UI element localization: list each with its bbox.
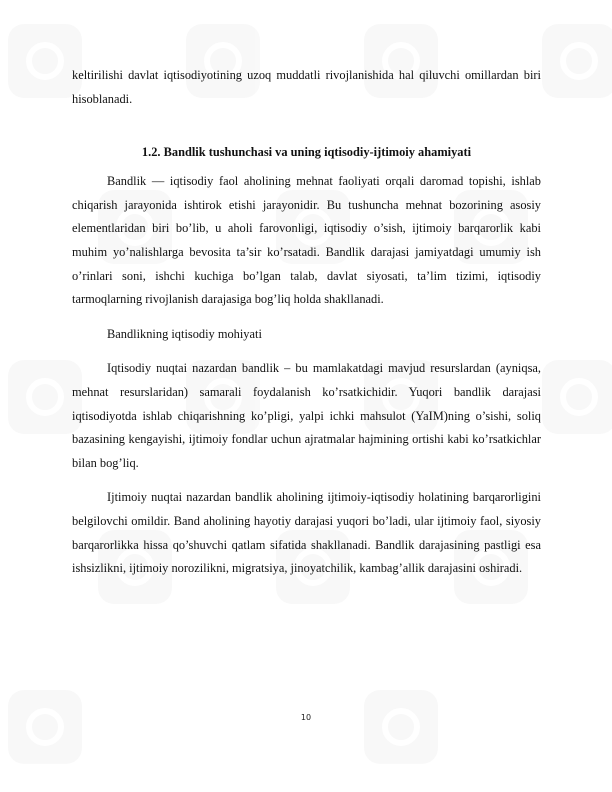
watermark-icon xyxy=(542,360,612,434)
paragraph-subheading: Bandlikning iqtisodiy mohiyati xyxy=(107,326,262,341)
document-page xyxy=(72,64,541,581)
watermark-icon xyxy=(8,360,82,434)
watermark-icon xyxy=(542,24,612,98)
paragraph-definition: Bandlik — iqtisodiy faol aholining mehnat faoliyati orqali daromad topishi, ishlab chiqarish jarayonida ishtirok etishi jarayonidir. Bu tushuncha mehnat bozorining asosiy elementlaridan biri bo’lib, u aholi farovonligi, iqtisodiy o’sish, ijtimoiy barqarorlik kabi muhim yo’nalishlarga bevosita ta’sir ko’rsatadi. Bandlik darajasi jamiyatdagi umumiy ish o’rinlari soni, ishchi kuchiga bo’lgan talab, davlat siyosati, ta’lim tizimi, iqtisodiy tarmoqlarning rivojlanish darajasiga bog’liq holda shakllanadi. xyxy=(72,174,541,307)
watermark-icon xyxy=(8,690,82,764)
section-heading: 1.2. Bandlik tushunchasi va uning iqtisodiy-ijtimoiy ahamiyati xyxy=(141,145,472,160)
page-number: 10 xyxy=(300,713,312,722)
paragraph-social: Ijtimoiy nuqtai nazardan bandlik aholining ijtimoiy-iqtisodiy holatining barqarorligini belgilovchi omildir. Band aholining hayotiy darajasi yuqori bo’ladi, ular ijtimoiy faol, siyosiy barqarorlikka hissa qo’shuvchi qatlam sifatida shakllanadi. Bandlik darajasining pastligi esa ishsizlikni, ijtimoiy norozilikni, migratsiya, jinoyatchilik, kambag’allik darajasini oshiradi. xyxy=(72,490,541,576)
watermark-icon xyxy=(8,24,82,98)
watermark-icon xyxy=(364,690,438,764)
intro-paragraph: keltirilishi davlat iqtisodiyotining uzoq muddatli rivojlanishida hal qiluvchi omillardan biri hisoblanadi. xyxy=(72,68,541,106)
paragraph-economic: Iqtisodiy nuqtai nazardan bandlik – bu mamlakatdagi mavjud resurslardan (ayniqsa, mehnat resurslaridan) samarali foydalanish ko’rsatkichidir. Yuqori bandlik darajasi iqtisodiyotda ishlab chiqarishning ko’pligi, yalpi ichki mahsulot (YaIM)ning o’sishi, soliq bazasining kengayishi, ijtimoiy fondlar uchun ajratmalar hajmining ortishi kabi ko’rsatkichlar bilan bog’liq. xyxy=(72,361,541,470)
